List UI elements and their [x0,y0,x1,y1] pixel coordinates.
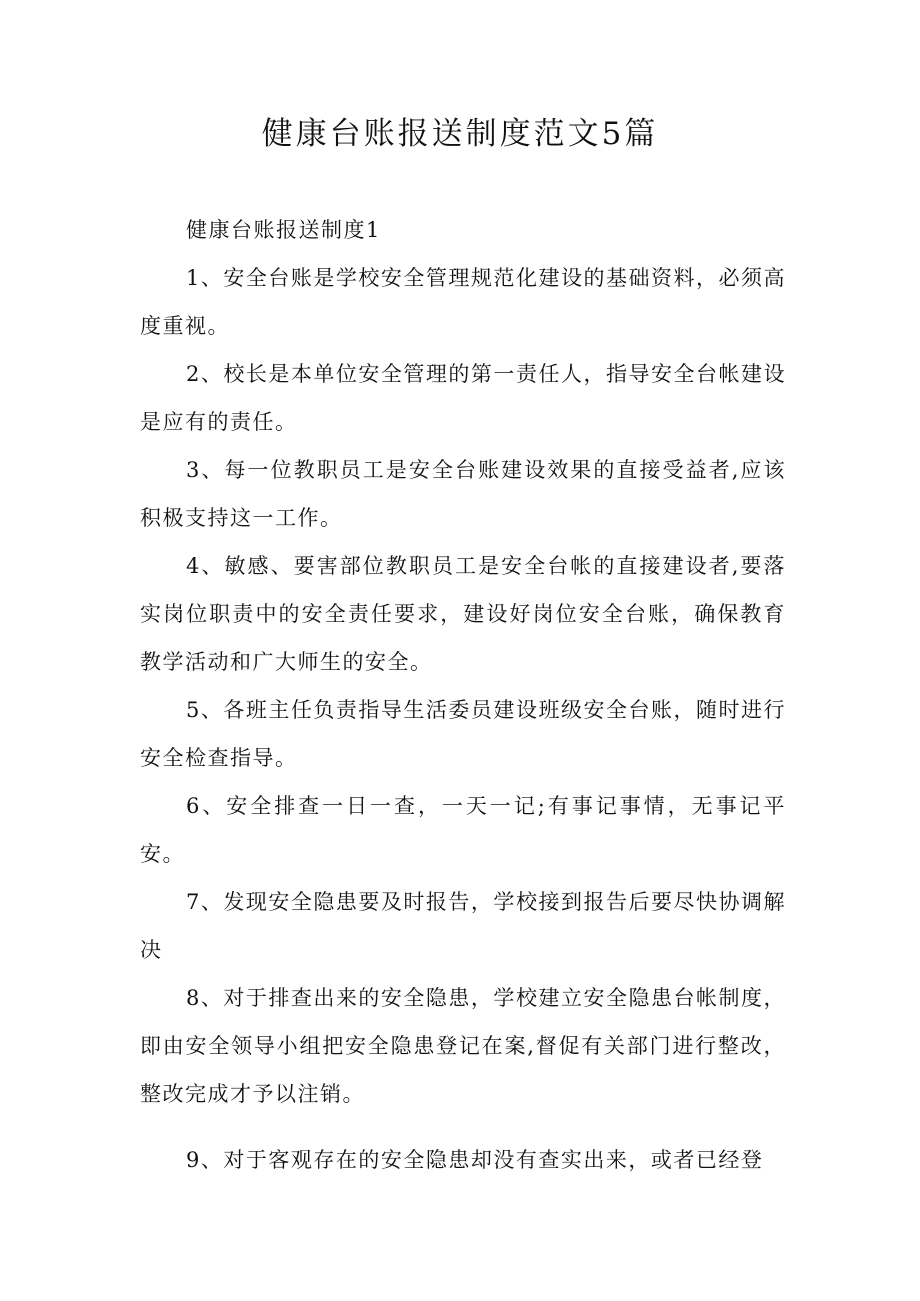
paragraph-9: 9、对于客观存在的安全隐患却没有查实出来，或者已经登 [186,1148,764,1172]
paragraph-1: 1、安全台账是学校安全管理规范化建设的基础资料，必须高度重视。 [140,266,786,338]
paragraph-5: 5、各班主任负责指导生活委员建设班级安全台账，随时进行安全检查指导。 [140,698,786,770]
paragraph-8: 8、对于排查出来的安全隐患，学校建立安全隐患台帐制度，即由安全领导小组把安全隐患登记在案,督促有关部门进行整改，整改完成才予以注销。 [140,986,786,1106]
paragraph-2: 2、校长是本单位安全管理的第一责任人，指导安全台帐建设是应有的责任。 [140,362,786,434]
document-body [140,206,786,1184]
paragraph-4: 4、敏感、要害部位教职员工是安全台帐的直接建设者,要落实岗位职责中的安全责任要求，建设好岗位安全台账，确保教育教学活动和广大师生的安全。 [140,554,786,674]
document-title: 健康台账报送制度范文5篇 [261,116,659,152]
paragraph-3: 3、每一位教职员工是安全台账建设效果的直接受益者,应该积极支持这一工作。 [140,458,786,530]
paragraph-6: 6、安全排查一日一查，一天一记;有事记事情，无事记平安。 [140,794,786,866]
paragraph-7: 7、发现安全隐患要及时报告，学校接到报告后要尽快协调解决 [140,890,786,962]
section-heading: 健康台账报送制度1 [186,218,381,242]
